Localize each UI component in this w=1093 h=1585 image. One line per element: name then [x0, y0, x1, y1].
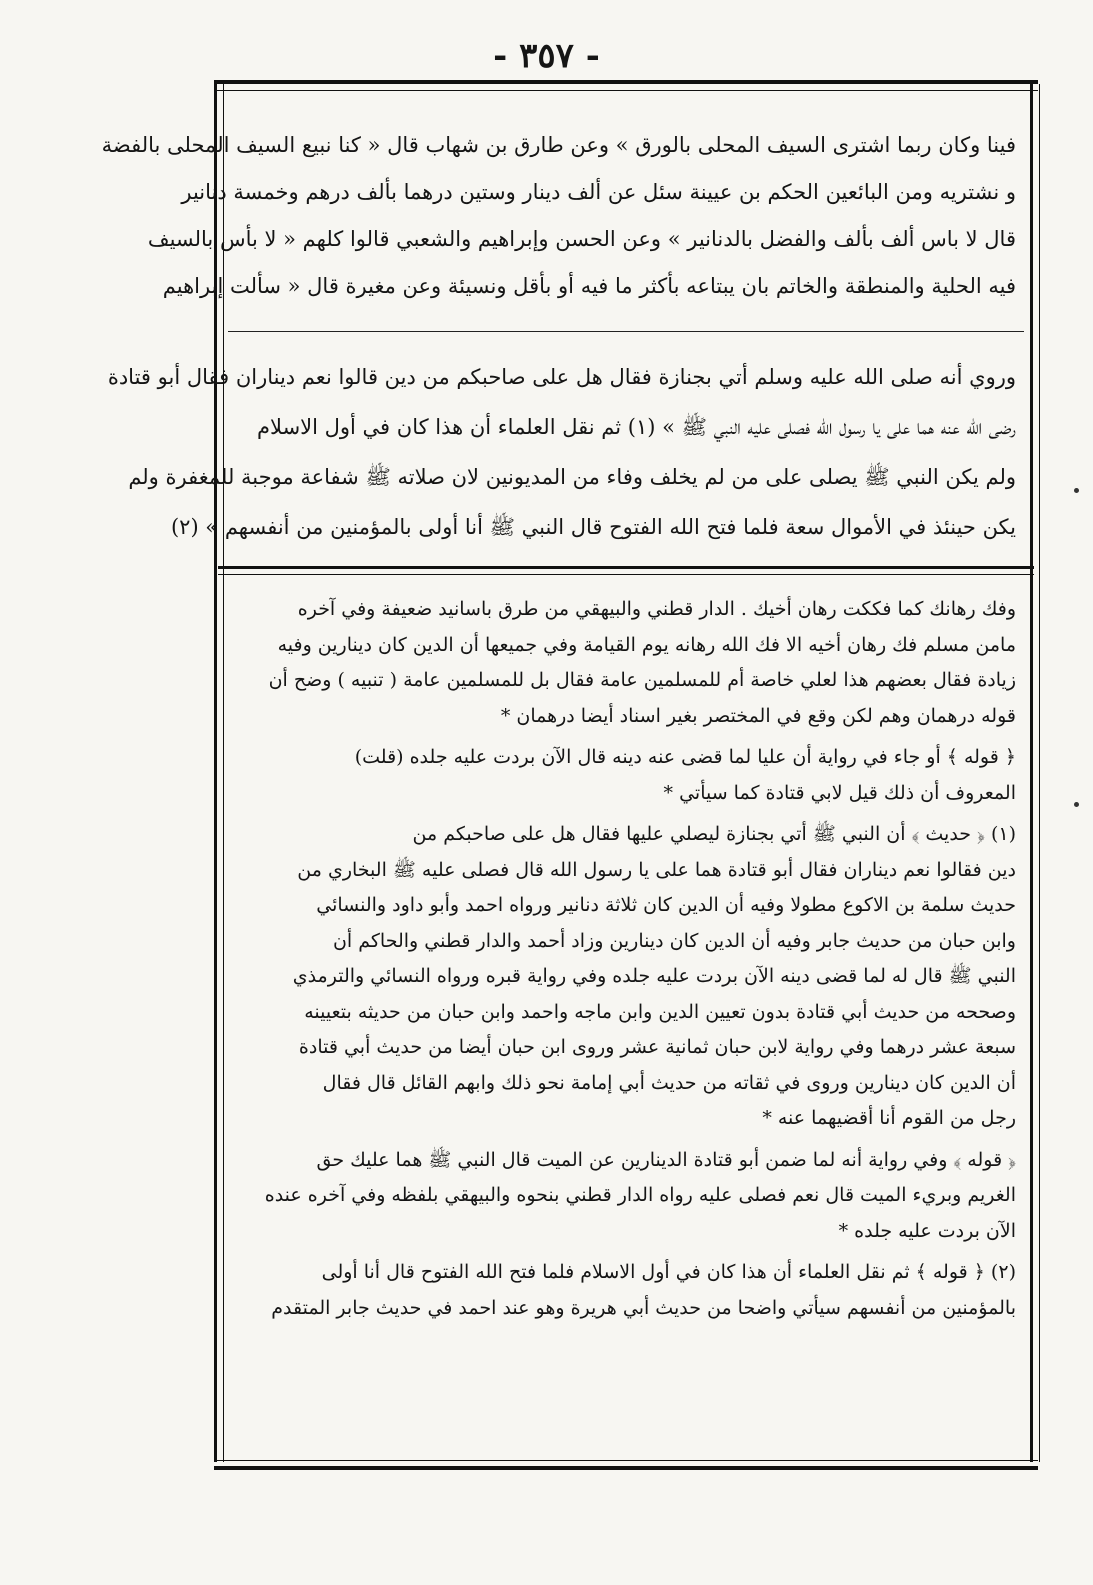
text-line: ﴿ قوله ﴾ أو جاء في رواية أن عليا لما قضى عنه دينه قال الآن بردت عليه جلده (قلت) [354, 746, 1016, 768]
margin-mark [1074, 802, 1079, 807]
text-line: مامن مسلم فك رهان أخيه الا فك الله رهانه يوم القيامة وفي جميعها أن الدين كان دينارين وفيه [277, 633, 1016, 656]
text-line: وفك رهانك كما فككت رهان أخيك . الدار قطني والبيهقي من طرق باسانيد ضعيفة وفي آخره [297, 598, 1016, 620]
text-line: و نشتريه ومن البائعين الحكم بن عيينة سئل عن ألف دينار وستين درهما بألف درهم وخمسة دنانير [181, 180, 1016, 204]
right-border-rule [1030, 84, 1040, 1462]
text-line: ولم يكن النبي ﷺ يصلى على من لم يخلف وفاء من المديونين لان صلاته ﷺ شفاعة موجبة للمغفرة ولم [128, 465, 1016, 489]
main-text-middle [107, 352, 1016, 552]
text-line: دين فقالوا نعم ديناران فقال أبو قتادة هما على يا رسول الله قال فصلى عليه ﷺ البخاري من [297, 858, 1016, 881]
text-line: رجل من القوم أنا أقضيهما عنه * [762, 1107, 1016, 1129]
commentary-paragraph [236, 592, 1016, 734]
text-line: ﴿ قوله ﴾ وفي رواية أنه لما ضمن أبو قتادة الدينارين عن الميت قال النبي ﷺ هما عليك حق [316, 1148, 1016, 1171]
text-line: سبعة عشر درهما وفي رواية لابن حبان ثمانية عشر وروى ابن حبان أيضا من حديث أبي قتادة [298, 1036, 1016, 1058]
text-line: يكن حينئذ في الأموال سعة فلما فتح الله الفتوح قال النبي ﷺ أنا أولى بالمؤمنين من أنفسهم » (٢) [170, 515, 1016, 539]
commentary-paragraph [236, 1255, 1016, 1326]
text-line: (١) ﴿ حديث ﴾ أن النبي ﷺ أتي بجنازة ليصلي عليها فقال هل على صاحبكم من [412, 823, 1016, 845]
main-text-upper [101, 122, 1016, 310]
text-line: وروي أنه صلى الله عليه وسلم أتي بجنازة فقال هل على صاحبكم من دين قالوا نعم ديناران فقال أبو قتادة [107, 365, 1016, 389]
text-line: زيادة فقال بعضهم هذا لعلي خاصة أم للمسلمين عامة فقال بل للمسلمين عامة ( تنبيه ) وضح أن [268, 669, 1016, 691]
text-line: الغريم وبريء الميت قال نعم فصلى عليه رواه الدار قطني بنحوه والبيهقي بلفظه وفي آخره عنده [264, 1184, 1016, 1206]
bottom-double-rule [214, 1460, 1038, 1470]
text-line: فيه الحلية والمنطقة والخاتم بان يبتاعه بأكثر ما فيه أو بأقل ونسيئة وعن مغيرة قال « سألت إبراهيم [162, 274, 1016, 298]
text-line: قوله درهمان وهم لكن وقع في المختصر بغير اسناد أيضا درهمان * [500, 704, 1016, 727]
commentary-paragraph [236, 817, 1016, 1137]
text-line: الآن بردت عليه جلده * [838, 1219, 1016, 1242]
text-line: بالمؤمنين من أنفسهم سيأتي واضحا من حديث أبي هريرة وهو عند احمد في حديث جابر المتقدم [271, 1296, 1016, 1319]
commentary-section [236, 592, 1016, 1332]
text-line: فينا وكان ربما اشترى السيف المحلى بالورق » وعن طارق بن شهاب قال « كنا نبيع السيف المحلى بالفضة [101, 133, 1016, 157]
text-line: وصححه من حديث أبي قتادة بدون تعيين الدين وابن ماجه واحمد وابن حبان من حديثه بتعيينه [304, 1000, 1016, 1023]
text-line: النبي ﷺ قال له لما قضى دينه الآن بردت عليه جلده وفي رواية قبره ورواه النسائي والترمذي [292, 965, 1016, 987]
text-line: قال لا باس ألف بألف والفضل بالدنانير » وعن الحسن وإبراهيم والشعبي قالوا كلهم « لا بأس بالسيف [147, 227, 1016, 251]
text-line: وابن حبان من حديث جابر وفيه أن الدين كان دينارين وزاد أحمد والدار قطني والحاكم أن [332, 929, 1016, 952]
text-line: المعروف أن ذلك قيل لابي قتادة كما سيأتي * [663, 781, 1016, 804]
text-line: أن الدين كان دينارين وروى في ثقاته من حديث أبي إمامة نحو ذلك وابهم القائل قال فقال [322, 1071, 1016, 1094]
section-double-rule [218, 566, 1034, 575]
text-line: (٢) ﴿ قوله ﴾ ثم نقل العلماء أن هذا كان في أول الاسلام فلما فتح الله الفتوح قال أنا أولى [321, 1261, 1016, 1283]
text-line: حديث سلمة بن الاكوع مطولا وفيه أن الدين كان ثلاثة دنانير ورواه احمد وأبو داود والنسائي [316, 894, 1016, 916]
commentary-paragraph [236, 1143, 1016, 1250]
page-number: - ٣٥٧ - [493, 36, 600, 76]
top-double-rule [214, 80, 1038, 91]
text-line: رضى الله عنه هما على يا رسول الله فصلى عليه النبي ﷺ » (١) ثم نقل العلماء أن هذا كان في أول الاسلام [257, 415, 1016, 439]
margin-mark [1074, 488, 1079, 493]
divider-rule [228, 331, 1024, 332]
commentary-paragraph [236, 740, 1016, 811]
